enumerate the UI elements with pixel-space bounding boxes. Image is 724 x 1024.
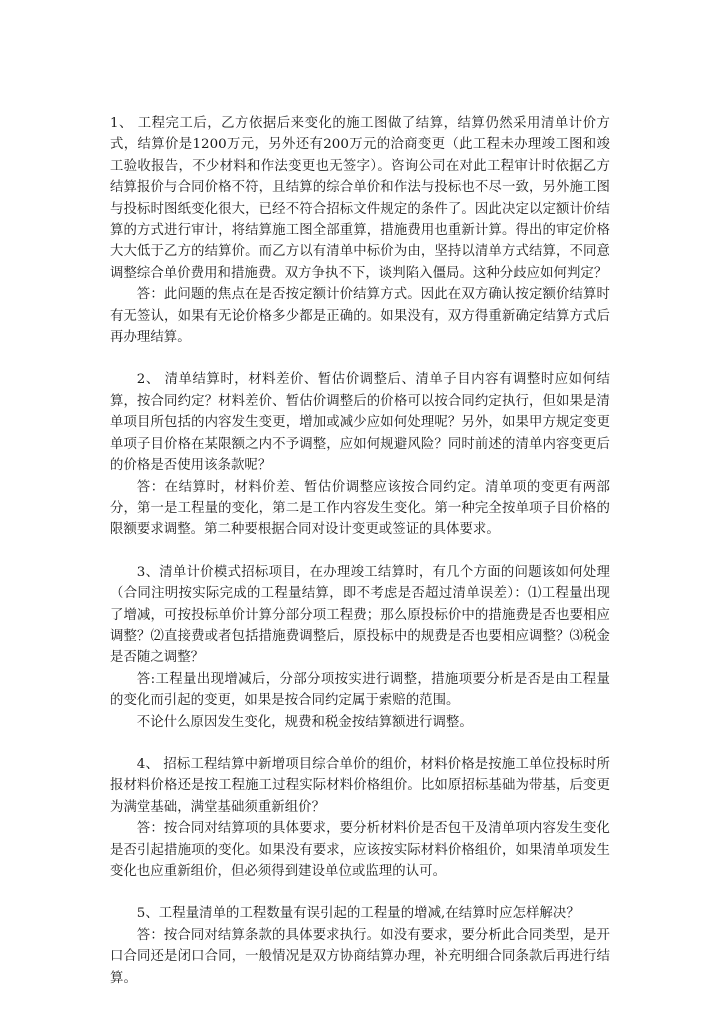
qa-item-4 [110, 754, 610, 882]
question-3: 3、清单计价模式招标项目，在办理竣工结算时，有几个方面的问题该如何处理（合同注明按实际完成的工程量结算，即不考虑是否超过清单误差）：⑴工程量出现了增减，可按投标单价计算分部分项工程费；那么原投标价中的措施费是否也要相应调整？⑵直接费或者包括措施费调整后，原投标中的规费是否也要相应调整？⑶税金是否随之调整？ [110, 564, 610, 666]
qa-item-5 [110, 903, 610, 989]
paragraph-gap [110, 348, 610, 369]
question-4: 4、 招标工程结算中新增项目综合单价的组价，材料价格是按施工单位投标时所报材料价格还是按工程施工过程实际材料价格组价。比如原招标基础为带基，后变更为满堂基础，满堂基础须重新组价？ [110, 756, 610, 815]
answer-1: 答：此问题的焦点在是否按定额计价结算方式。因此在双方确认按定额价结算时有无签认，如果有无论价格多少都是正确的。如果没有，双方得重新确定结算方式后再办理结算。 [110, 287, 610, 346]
question-2: 2、 清单结算时，材料差价、暂估价调整后、清单子目内容有调整时应如何结算，按合同约定？材料差价、暂估价调整后的价格可以按合同约定执行，但如果是清单项目所包括的内容发生变更，增加或减少应如何处理呢？另外，如果甲方规定变更单项子目价格在某限额之内不予调整，应如何规避风险？同时前述的清单内容变更后的价格是否使用该条款呢？ [110, 372, 610, 474]
qa-item-2 [110, 369, 610, 540]
question-1: 1、 工程完工后，乙方依据后来变化的施工图做了结算，结算仍然采用清单计价方式，结算价是1200万元，另外还有200万元的洽商变更（此工程未办理竣工图和竣工验收报告，不少材料和作法变更也无签字）。咨询公司在对此工程审计时依据乙方结算报价与合同价格不符，且结算的综合单价和作法与投标也不尽一致，另外施工图与投标时图纸变化很大，已经不符合招标文件规定的条件了。因此决定以定额计价结算的方式进行审计，将结算施工图全部重算，措施费用也重新计算。得出的审定价格大大低于乙方的结算价。而乙方以有清单中标价为由，坚持以清单方式结算，不同意调整综合单价费用和措施费。双方争执不下，谈判陷入僵局。这种分歧应如何判定？ [110, 116, 610, 281]
qa-item-1 [110, 113, 610, 348]
paragraph-gap [110, 541, 610, 562]
answer-3-extra: 不论什么原因发生变化，规费和税金按结算额进行调整。 [136, 714, 473, 730]
answer-4: 答：按合同对结算项的具体要求，要分析材料价是否包干及清单项内容发生变化是否引起措施项的变化。如果没有要求，应该按实际材料价格组价，如果清单项发生变化也应重新组价，但必须得到建设单位或监理的认可。 [110, 821, 610, 879]
answer-5: 答：按合同对结算条款的具体要求执行。如没有要求，要分析此合同类型，是开口合同还是闭口合同，一般情况是双方协商结算办理，补充明细合同条款后再进行结算。 [110, 927, 610, 986]
paragraph-gap [110, 882, 610, 903]
document-body [110, 113, 610, 989]
question-5: 5、工程量清单的工程数量有误引起的工程量的增减,在结算时应怎样解决？ [136, 906, 580, 922]
answer-2: 答：在结算时，材料价差、暂估价调整应该按合同约定。清单项的变更有两部分，第一是工程量的变化，第二是工作内容发生变化。第一种完全按单项子目价格的限额要求调整。第二种要根据合同对设计变更或签证的具体要求。 [110, 479, 610, 538]
qa-item-3 [110, 562, 610, 733]
answer-3: 答:工程量出现增减后，分部分项按实进行调整，措施项要分析是否是由工程量的变化而引起的变更，如果是按合同约定属于索赔的范围。 [110, 671, 610, 709]
paragraph-gap [110, 733, 610, 754]
